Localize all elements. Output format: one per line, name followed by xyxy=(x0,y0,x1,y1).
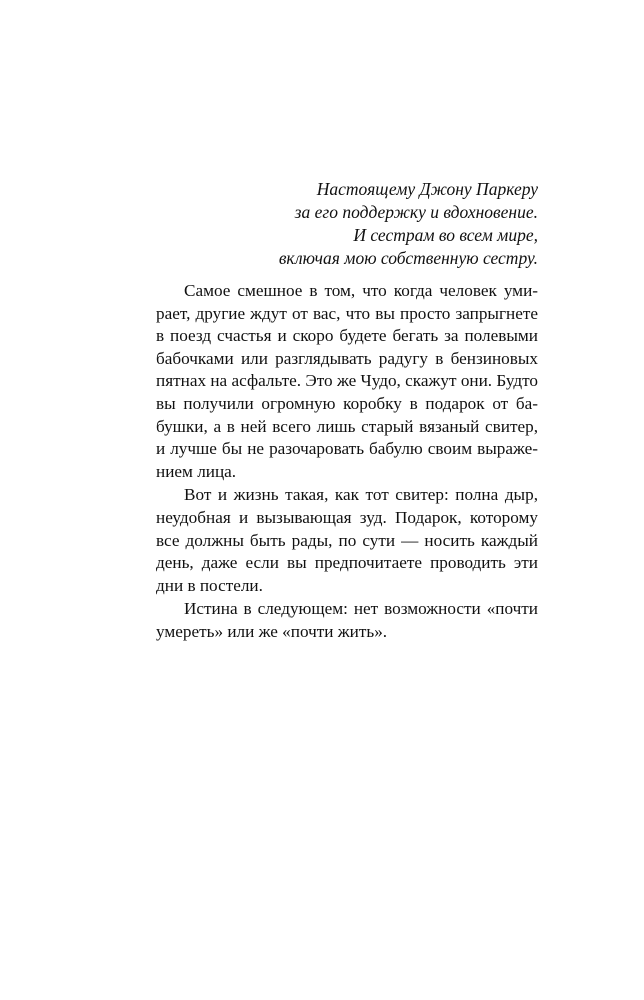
dedication xyxy=(150,178,538,270)
text-line: день, даже если вы предпочитаете проводить эти xyxy=(156,553,538,573)
text-line: бабочками или разглядывать радугу в бензиновых xyxy=(156,348,538,368)
body-text xyxy=(156,280,538,645)
dedication-line: И сестрам во всем мире, xyxy=(353,225,538,245)
text-line: все должны быть рады, по сути — носить каждый xyxy=(156,530,538,550)
paragraph-1 xyxy=(156,280,538,483)
text-line: рает, другие ждут от вас, что вы просто запрыгнете xyxy=(156,303,538,323)
paragraph-3 xyxy=(156,598,538,643)
text-line: Самое смешное в том, что когда человек уми- xyxy=(184,281,538,300)
text-line: умереть» или же «почти жить». xyxy=(156,621,388,641)
text-line: пятнах на асфальте. Это же Чудо, скажут они. Будто xyxy=(156,371,538,391)
dedication-line: Настоящему Джону Паркеру xyxy=(316,179,538,199)
text-line: вы получили огромную коробку в подарок от ба- xyxy=(156,393,538,413)
text-line: неудобная и вызывающая зуд. Подарок, которому xyxy=(156,507,538,527)
dedication-line: включая мою собственную сестру. xyxy=(278,248,538,268)
text-line: в поезд счастья и скоро будете бегать за полевыми xyxy=(156,326,538,346)
text-line: дни в постели. xyxy=(156,575,263,595)
text-line: Вот и жизнь такая, как тот свитер: полна дыр, xyxy=(184,485,538,505)
text-line: Истина в следующем: нет возможности «почти xyxy=(184,599,538,619)
text-line: нием лица. xyxy=(156,461,237,481)
paragraph-2 xyxy=(156,484,538,597)
dedication-line: за его поддержку и вдохновение. xyxy=(294,202,538,222)
text-line: бушки, а в ней всего лишь старый вязаный свитер, xyxy=(156,416,538,436)
text-line: и лучше бы не разочаровать бабулю своим выраже- xyxy=(156,439,538,459)
